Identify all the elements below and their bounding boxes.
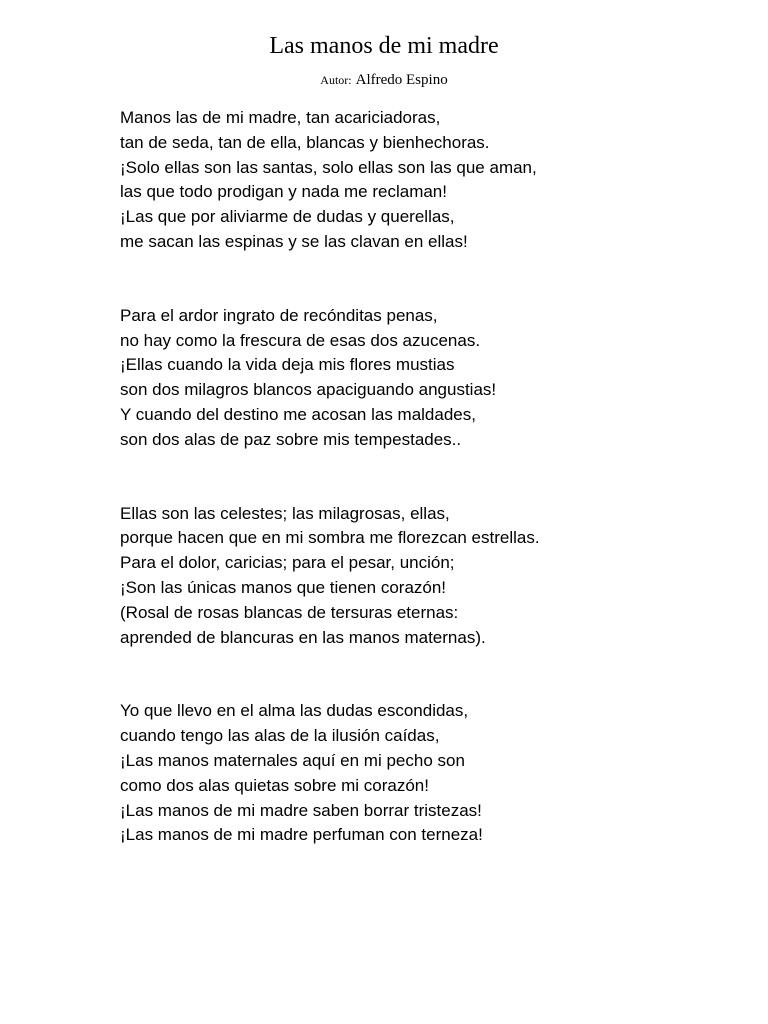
- poem-line: ¡Las manos maternales aquí en mi pecho son: [120, 750, 465, 770]
- poem-line: ¡Son las únicas manos que tienen corazón!: [120, 577, 447, 597]
- author-name: Alfredo Espino: [355, 72, 448, 88]
- poem-line: no hay como la frescura de esas dos azucenas.: [120, 330, 481, 350]
- poem-line: porque hacen que en mi sombra me florezcan estrellas.: [120, 528, 540, 548]
- poem-line: ¡Las manos de mi madre saben borrar tristezas!: [120, 800, 482, 820]
- poem-line: Yo que llevo en el alma las dudas escondidas,: [120, 701, 469, 721]
- stanza-1: [120, 106, 740, 255]
- poem-line: Para el dolor, caricias; para el pesar, unción;: [120, 553, 455, 573]
- poem-line: las que todo prodigan y nada me reclaman!: [120, 182, 447, 202]
- poem-body: [120, 106, 740, 897]
- stanza-3: [120, 502, 740, 651]
- poem-line: aprended de blancuras en las manos maternas).: [120, 627, 486, 647]
- stanza-4: [120, 699, 740, 848]
- author-label: Autor:: [320, 73, 352, 87]
- poem-title: Las manos de mi madre: [269, 33, 499, 59]
- poem-line: como dos alas quietas sobre mi corazón!: [120, 775, 429, 795]
- poem-line: cuando tengo las alas de la ilusión caídas,: [120, 726, 440, 746]
- stanza-2: [120, 304, 740, 453]
- poem-line: Y cuando del destino me acosan las maldades,: [120, 404, 476, 424]
- poem-line: ¡Ellas cuando la vida deja mis flores mustias: [120, 355, 455, 375]
- poem-line: son dos milagros blancos apaciguando angustias!: [120, 380, 497, 400]
- poem-line: Manos las de mi madre, tan acariciadoras,: [120, 108, 441, 127]
- poem-line: ¡Las manos de mi madre perfuman con terneza!: [120, 825, 483, 845]
- poem-line: ¡Las que por aliviarme de dudas y querellas,: [120, 207, 455, 227]
- poem-line: Para el ardor ingrato de recónditas penas,: [120, 305, 438, 325]
- poem-line: Ellas son las celestes; las milagrosas, ellas,: [120, 503, 450, 523]
- poem-line: me sacan las espinas y se las clavan en ellas!: [120, 231, 468, 251]
- author-line: [0, 70, 768, 90]
- poem-line: (Rosal de rosas blancas de tersuras eternas:: [120, 602, 459, 622]
- poem-line: tan de seda, tan de ella, blancas y bienhechoras.: [120, 132, 490, 152]
- poem-line: ¡Solo ellas son las santas, solo ellas son las que aman,: [120, 157, 537, 177]
- poem-line: son dos alas de paz sobre mis tempestades..: [120, 429, 462, 449]
